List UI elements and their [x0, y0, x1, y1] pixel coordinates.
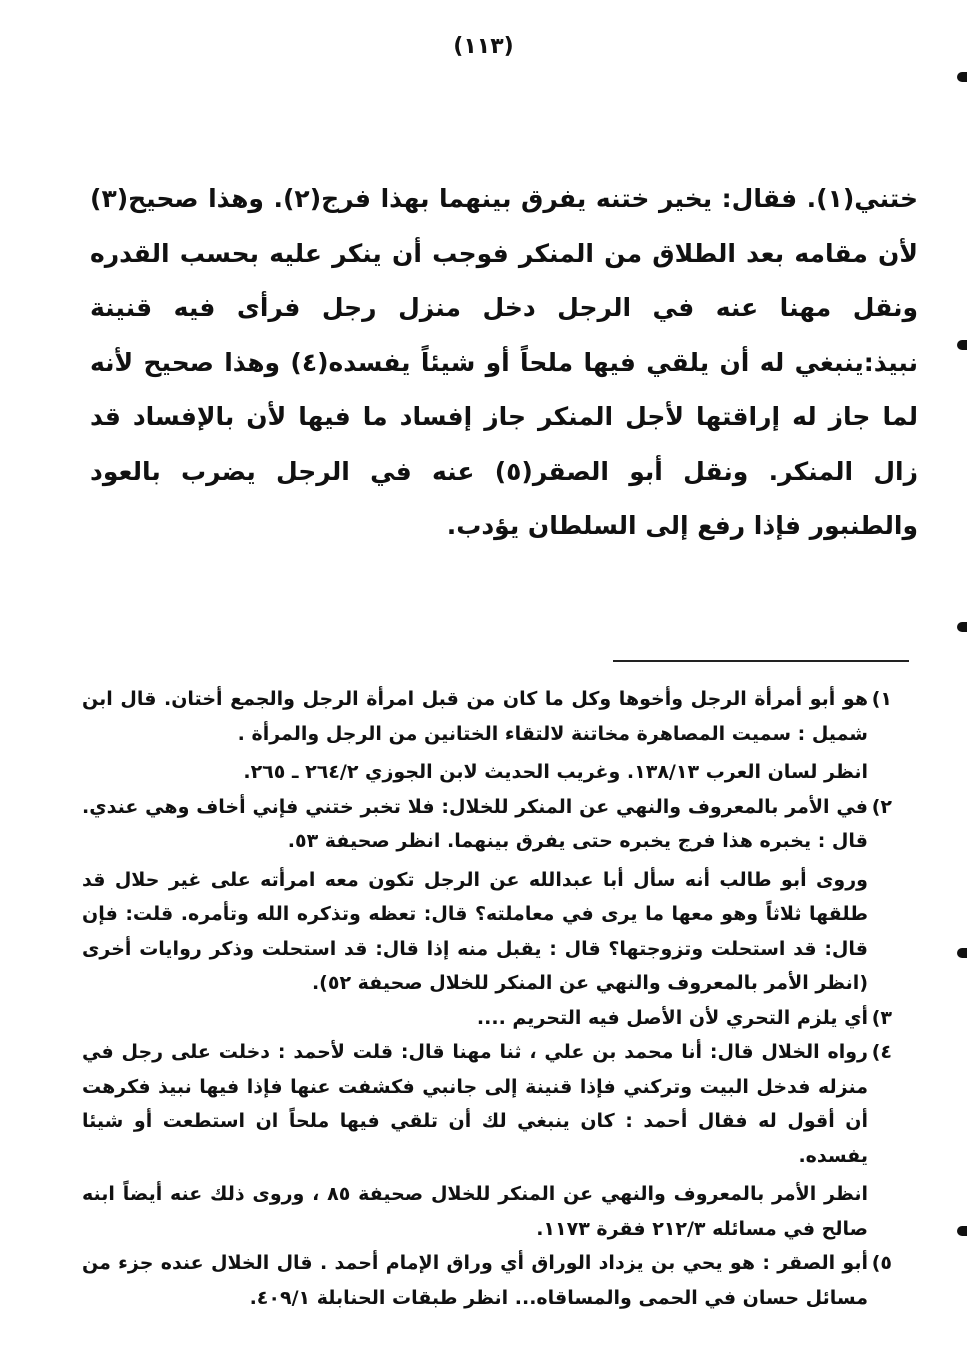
footnote-3	[82, 1001, 892, 1036]
footnote-reference: وروى أبو طالب أنه سأل أبا عبدالله عن الرجل تكون معه امرأته على غير حلال قد طلقها ثلاثاً وهو معها ما يرى في معاملته؟ قال: تعظه وتذكره الله وتأمره. قلت: فإن قال: قد استحلت وتزوجتها؟ قال : يقبل منه إذا قال: قد استحلت وذكر روايات أخرى (انظر الأمر بالمعروف والنهي عن المنكر للخلال صحيفة ٥٢).	[82, 868, 868, 994]
scan-edge-mark	[957, 1226, 967, 1236]
footnote-number: ٣)	[871, 1006, 892, 1029]
scan-edge-mark	[957, 622, 967, 632]
footnote-number: ١)	[871, 688, 892, 710]
footnote-text: رواه الخلال قال: أنا محمد بن علي ، ثنا مهنا قال: قلت لأحمد : دخلت على رجل في منزله فدخل البيت وتركني فإذا قنينة إلى جانبي فكشفت عنها فإذا فيها نبيذ فكرهت أن أقول له فقال أحمد : كان ينبغي لك أن تلقي فيها ملحاً ان استطعت أو شيئا يفسده.	[82, 1041, 868, 1167]
footnote-1	[82, 682, 892, 790]
footnote-text: أبو الصقر : هو يحي بن يزداد الوراق أي وراق الإمام أحمد . قال الخلال عنده جزء من مسائل حسان في الحمى والمساقاه... انظر طبقات الحنابلة ٤٠٩/١.	[82, 1252, 868, 1309]
footnote-separator	[613, 660, 909, 662]
footnote-number: ٢)	[871, 795, 892, 818]
footnote-text: هو أبو أمرأة الرجل وأخوها وكل ما كان من قبل امرأة الرجل والجمع أختان. قال ابن شميل : سميت المصاهرة مخاتنة لالتقاء الختانين من الرجل والمرأة .	[82, 688, 868, 745]
main-paragraph: ختني(١). فقال: يخير ختنه يفرق بينهما بهذا فرج(٢). وهذا صحيح(٣) لأن مقامه بعد الطلاق من المنكر فوجب أن ينكر عليه بحسب القدره ونقل مهنا عنه في الرجل دخل منزل رجل فرأى فيه قنينة نبيذ:ينبغي له أن يلقي فيها ملحاً أو شيئاً يفسده(٤) وهذا صحيح لأنه لما جاز له إراقتها لأجل المنكر جاز إفساد ما فيها لأن بالإفساد قد زال المنكر. ونقل أبو الصقر(٥) عنه في الرجل يضرب بالعود والطنبور فإذا رفع إلى السلطان يؤدب.	[90, 184, 919, 540]
footnote-text: في الأمر بالمعروف والنهي عن المنكر للخلال: فلا تخبر ختني فإني أخاف وهي عندي. قال : يخبره هذا فرج يخبره حتى يفرق بينهما. انظر صحيفة ٥٣.	[82, 795, 868, 852]
footnote-2	[82, 790, 892, 1001]
page-number: (١١٣)	[453, 34, 514, 59]
scan-edge-mark	[957, 948, 967, 958]
footnote-text: أي يلزم التحري لأن الأصل فيه التحريم ....	[476, 1006, 868, 1029]
footnote-5	[82, 1246, 892, 1315]
footnote-4	[82, 1035, 892, 1246]
footnote-reference: انظر لسان العرب ١٣٨/١٣. وغريب الحديث لابن الجوزي ٢٦٤/٢ ـ ٢٦٥.	[243, 761, 868, 783]
scan-edge-mark	[957, 72, 967, 82]
scan-edge-mark	[957, 340, 967, 350]
footnote-number: ٥)	[871, 1252, 892, 1274]
footnote-reference: انظر الأمر بالمعروف والنهي عن المنكر للخلال صحيفة ٨٥ ، وروى ذلك عنه أيضاً ابنه صالح في مسائله ٢١٢/٣ فقرة ١١٧٣.	[82, 1183, 869, 1240]
footnote-number: ٤)	[871, 1041, 892, 1063]
footnotes	[82, 682, 892, 1315]
